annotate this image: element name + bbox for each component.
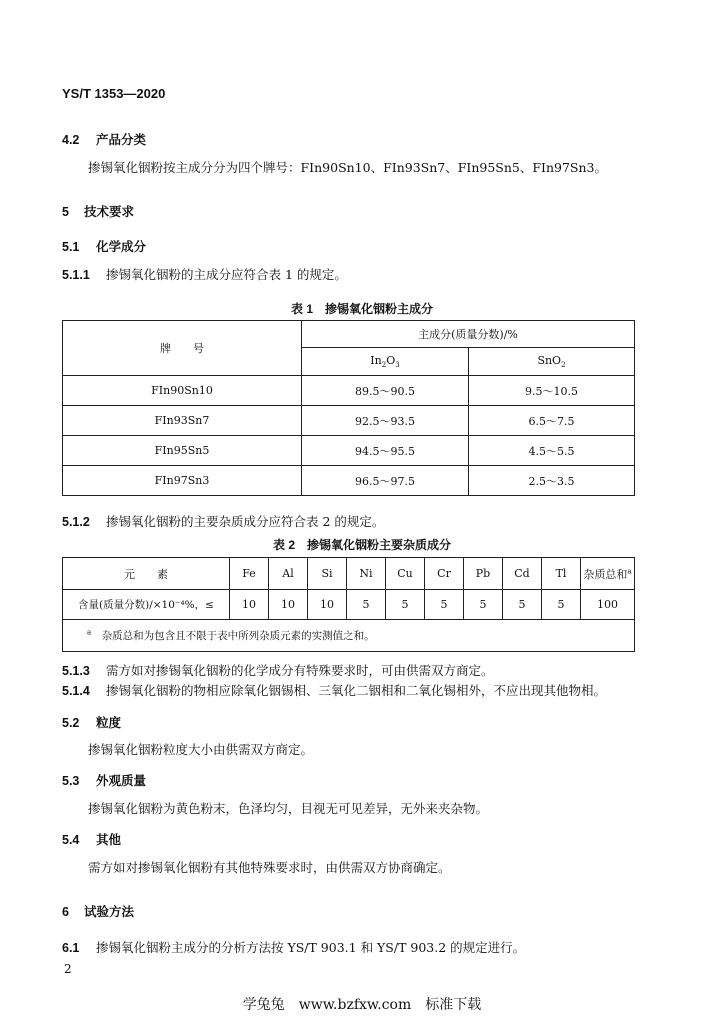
value-cell: 10 bbox=[269, 590, 308, 620]
section-number: 6 bbox=[62, 905, 69, 919]
table1-col-sno2: SnO$_2$ bbox=[469, 348, 635, 376]
in2o3-cell: 92.5～93.5 bbox=[302, 406, 469, 436]
total-header: 杂质总和$^a$ bbox=[581, 558, 635, 590]
section-title: 粒度 bbox=[96, 716, 122, 730]
sno2-cell: 4.5～5.5 bbox=[469, 436, 635, 466]
value-cell: 10 bbox=[230, 590, 269, 620]
grade-cell: FIn93Sn7 bbox=[63, 406, 302, 436]
section-5-2-heading bbox=[62, 713, 121, 731]
total-value-cell: 100 bbox=[581, 590, 635, 620]
section-5-1-1 bbox=[62, 265, 347, 283]
grade-cell: FIn97Sn3 bbox=[63, 466, 302, 496]
section-5-4-text: 需方如对掺锡氧化铟粉有其他特殊要求时，由供需双方协商确定。 bbox=[88, 860, 451, 875]
value-cell: 5 bbox=[464, 590, 503, 620]
table-row bbox=[63, 436, 635, 466]
table1-main-header: 主成分(质量分数)/% bbox=[302, 321, 635, 348]
section-number: 5 bbox=[62, 205, 69, 219]
table1 bbox=[62, 320, 635, 496]
section-number: 5.1.3 bbox=[62, 664, 90, 678]
page-number: 2 bbox=[64, 962, 72, 976]
table-row bbox=[63, 376, 635, 406]
in2o3-cell: 96.5～97.5 bbox=[302, 466, 469, 496]
section-5-1-heading bbox=[62, 237, 146, 255]
section-5-3-heading bbox=[62, 771, 146, 789]
section-number: 5.1 bbox=[62, 240, 80, 254]
table-row bbox=[63, 466, 635, 496]
table2-content-label: 含量(质量分数)/×10⁻⁴%，≤ bbox=[63, 590, 230, 620]
element-header: Fe bbox=[230, 558, 269, 590]
in2o3-cell: 94.5～95.5 bbox=[302, 436, 469, 466]
grade-cell: FIn95Sn5 bbox=[63, 436, 302, 466]
table2-element-label: 元 素 bbox=[63, 558, 230, 590]
table2 bbox=[62, 557, 635, 652]
section-text: 掺锡氧化铟粉主成分的分析方法按 YS/T 903.1 和 YS/T 903.2 的规定进行。 bbox=[96, 940, 526, 955]
in2o3-cell: 89.5～90.5 bbox=[302, 376, 469, 406]
watermark-footer: 学兔兔 www.bzfxw.com 标准下载 bbox=[242, 997, 482, 1013]
section-number: 5.4 bbox=[62, 833, 80, 847]
section-title: 技术要求 bbox=[84, 205, 135, 219]
table-row bbox=[63, 406, 635, 436]
section-title: 试验方法 bbox=[84, 905, 135, 919]
table1-caption: 表 1 掺锡氧化铟粉主成分 bbox=[290, 302, 433, 316]
section-5-heading bbox=[62, 202, 134, 220]
value-cell: 5 bbox=[503, 590, 542, 620]
section-number: 4.2 bbox=[62, 133, 80, 147]
section-text: 掺锡氧化铟粉的主要杂质成分应符合表 2 的规定。 bbox=[106, 514, 385, 529]
section-4-2-heading bbox=[62, 130, 146, 148]
section-number: 5.1.1 bbox=[62, 268, 90, 282]
section-6-heading bbox=[62, 902, 134, 920]
section-4-2-text: 掺锡氧化铟粉按主成分分为四个牌号：FIn90Sn10、FIn93Sn7、FIn95Sn5、FIn97Sn3。 bbox=[88, 160, 607, 175]
section-title: 化学成分 bbox=[96, 240, 147, 254]
section-5-1-2 bbox=[62, 512, 384, 530]
section-5-1-4 bbox=[62, 681, 606, 699]
section-number: 5.1.2 bbox=[62, 515, 90, 529]
value-cell: 5 bbox=[347, 590, 386, 620]
value-cell: 5 bbox=[425, 590, 464, 620]
section-number: 5.1.4 bbox=[62, 684, 90, 698]
element-header: Al bbox=[269, 558, 308, 590]
value-cell: 5 bbox=[386, 590, 425, 620]
sno2-cell: 2.5～3.5 bbox=[469, 466, 635, 496]
sno2-cell: 6.5～7.5 bbox=[469, 406, 635, 436]
table2-caption: 表 2 掺锡氧化铟粉主要杂质成分 bbox=[272, 538, 451, 552]
section-5-3-text: 掺锡氧化铟粉为黄色粉末，色泽均匀，目视无可见差异，无外来夹杂物。 bbox=[88, 801, 489, 816]
section-5-4-heading bbox=[62, 830, 121, 848]
element-header: Cu bbox=[386, 558, 425, 590]
section-6-1 bbox=[62, 938, 525, 956]
value-cell: 10 bbox=[308, 590, 347, 620]
element-header: Si bbox=[308, 558, 347, 590]
grade-cell: FIn90Sn10 bbox=[63, 376, 302, 406]
section-number: 5.3 bbox=[62, 774, 80, 788]
section-title: 产品分类 bbox=[96, 133, 147, 147]
table1-col-in2o3: $In_2O_3$ bbox=[302, 348, 469, 376]
element-header: Pb bbox=[464, 558, 503, 590]
section-text: 掺锡氧化铟粉的物相应除氧化铟锡相、三氧化二铟相和二氧化锡相外，不应出现其他物相。 bbox=[106, 683, 607, 698]
section-text: 掺锡氧化铟粉的主成分应符合表 1 的规定。 bbox=[106, 267, 347, 282]
document-number: YS/T 1353—2020 bbox=[62, 86, 166, 101]
section-5-1-3 bbox=[62, 661, 494, 679]
sno2-cell: 9.5～10.5 bbox=[469, 376, 635, 406]
section-number: 6.1 bbox=[62, 941, 80, 955]
section-5-2-text: 掺锡氧化铟粉粒度大小由供需双方商定。 bbox=[88, 742, 314, 757]
element-header: Ni bbox=[347, 558, 386, 590]
section-text: 需方如对掺锡氧化铟粉的化学成分有特殊要求时，可由供需双方商定。 bbox=[106, 663, 494, 678]
section-title: 其他 bbox=[96, 833, 122, 847]
element-header: Cr bbox=[425, 558, 464, 590]
section-number: 5.2 bbox=[62, 716, 80, 730]
table2-footnote: $^a$ 杂质总和为包含且不限于表中所列杂质元素的实测值之和。 bbox=[63, 620, 635, 652]
table1-grade-header: 牌 号 bbox=[63, 321, 302, 376]
value-cell: 5 bbox=[542, 590, 581, 620]
element-header: Tl bbox=[542, 558, 581, 590]
element-header: Cd bbox=[503, 558, 542, 590]
section-title: 外观质量 bbox=[96, 774, 147, 788]
